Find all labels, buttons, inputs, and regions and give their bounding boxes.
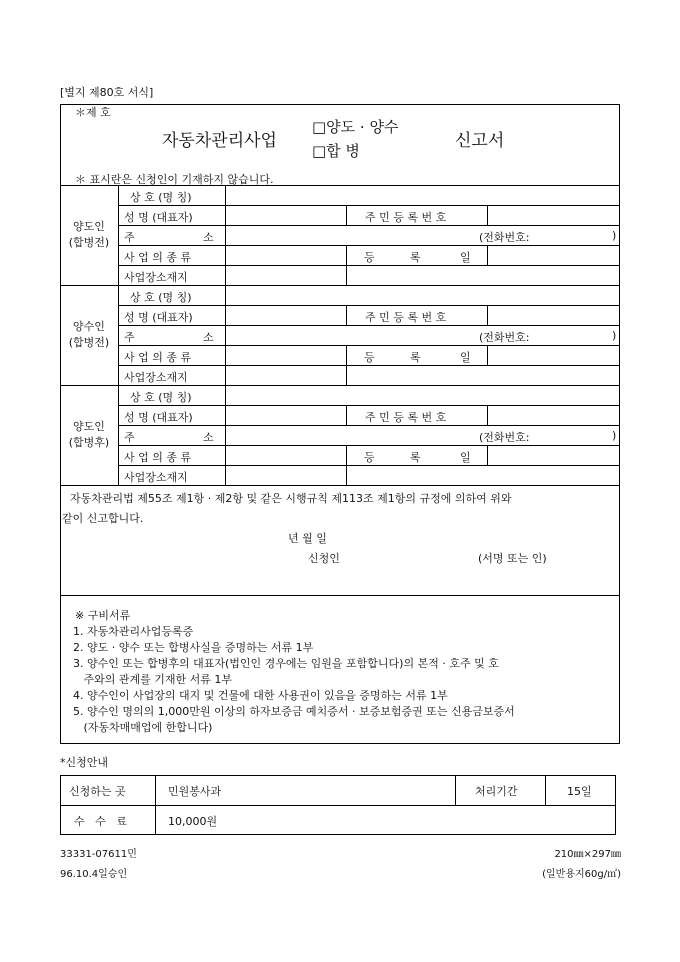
option-merger[interactable]: □합 병 bbox=[312, 142, 360, 160]
signature-label: (서명 또는 인) bbox=[478, 552, 547, 565]
header-note: ＊ 표시란은 신청인이 기재하지 않습니다. bbox=[75, 173, 274, 186]
paper-size: 210㎜×297㎜ bbox=[554, 849, 621, 860]
group-transferor-after: 양도인 (합병후) bbox=[68, 420, 110, 449]
form-label: [별지 제80호 서식] bbox=[60, 86, 154, 99]
label-phone-close: ) bbox=[612, 329, 617, 342]
form-title: 자동차관리사업 bbox=[162, 131, 277, 151]
label-address-left: 주 bbox=[124, 431, 135, 444]
declaration-line1: 자동차관리법 제55조 제1항 · 제2항 및 같은 시행규칙 제113조 제1항의 규정에 의하여 위와 bbox=[70, 492, 512, 505]
document-number-label: ＊제 호 bbox=[75, 106, 111, 119]
label-name: 성 명 (대표자) bbox=[124, 211, 193, 224]
label-reg-left: 등 bbox=[364, 351, 375, 364]
document-item: 5. 양수인 명의의 1,000만원 이상의 하자보증금 예치증서 · 보증보험증권 또는 신용금보증서 bbox=[73, 705, 515, 718]
label-reg-right: 일 bbox=[460, 451, 471, 464]
label-phone-close: ) bbox=[612, 429, 617, 442]
label-reg-mid: 록 bbox=[410, 451, 421, 464]
place-value: 민원봉사과 bbox=[168, 785, 222, 798]
approval-date: 96.10.4일승인 bbox=[60, 869, 128, 880]
label-phone: (전화번호: bbox=[479, 231, 530, 244]
document-item: (자동차매매업에 한합니다) bbox=[73, 721, 213, 734]
fee-value: 10,000원 bbox=[168, 815, 218, 828]
label-reg-left: 등 bbox=[364, 251, 375, 264]
paper-type: (일반용지60g/㎡) bbox=[542, 869, 621, 880]
label-business-type: 사 업 의 종 류 bbox=[124, 351, 192, 364]
label-business-type: 사 업 의 종 류 bbox=[124, 451, 192, 464]
place-label: 신청하는 곳 bbox=[69, 785, 126, 798]
label-address-right: 소 bbox=[203, 231, 214, 244]
fee-label: 수 수 료 bbox=[74, 815, 127, 828]
label-reg-right: 일 bbox=[460, 251, 471, 264]
label-business-type: 사 업 의 종 류 bbox=[124, 251, 192, 264]
option-transfer[interactable]: □양도 · 양수 bbox=[312, 118, 399, 136]
label-location: 사업장소재지 bbox=[124, 471, 188, 484]
period-value: 15일 bbox=[567, 785, 592, 798]
applicant-label: 신청인 bbox=[308, 552, 340, 565]
label-reg-mid: 록 bbox=[410, 351, 421, 364]
label-location: 사업장소재지 bbox=[124, 371, 188, 384]
label-address-left: 주 bbox=[124, 231, 135, 244]
group-transferor-before: 양도인 (합병전) bbox=[68, 220, 110, 249]
label-phone-close: ) bbox=[612, 229, 617, 242]
label-phone: (전화번호: bbox=[479, 431, 530, 444]
document-item: 2. 양도 · 양수 또는 합병사실을 증명하는 서류 1부 bbox=[73, 641, 314, 654]
document-item: 주와의 관계를 기재한 서류 1부 bbox=[73, 673, 232, 686]
label-location: 사업장소재지 bbox=[124, 271, 188, 284]
label-trade-name: 상 호 (명 칭) bbox=[130, 191, 192, 204]
label-phone: (전화번호: bbox=[479, 331, 530, 344]
label-address-right: 소 bbox=[203, 331, 214, 344]
label-address-right: 소 bbox=[203, 431, 214, 444]
documents-heading: ※ 구비서류 bbox=[75, 609, 131, 622]
label-name: 성 명 (대표자) bbox=[124, 411, 193, 424]
label-resident-no: 주 민 등 록 번 호 bbox=[365, 311, 447, 324]
form-code: 33331-07611민 bbox=[60, 849, 137, 860]
label-resident-no: 주 민 등 록 번 호 bbox=[365, 411, 447, 424]
declaration-line2: 같이 신고합니다. bbox=[62, 512, 144, 525]
guide-heading: *신청안내 bbox=[60, 756, 109, 769]
label-address-left: 주 bbox=[124, 331, 135, 344]
label-reg-right: 일 bbox=[460, 351, 471, 364]
group-transferee-before: 양수인 (합병전) bbox=[68, 320, 110, 349]
label-reg-left: 등 bbox=[364, 451, 375, 464]
label-trade-name: 상 호 (명 칭) bbox=[130, 291, 192, 304]
declaration-date: 년 월 일 bbox=[288, 532, 327, 545]
label-resident-no: 주 민 등 록 번 호 bbox=[365, 211, 447, 224]
document-item: 4. 양수인이 사업장의 대지 및 건물에 대한 사용권이 있음을 증명하는 서류 1부 bbox=[73, 689, 448, 702]
label-trade-name: 상 호 (명 칭) bbox=[130, 391, 192, 404]
document-item: 1. 자동차관리사업등록증 bbox=[73, 625, 194, 638]
period-label: 처리기간 bbox=[475, 785, 518, 798]
document-item: 3. 양수인 또는 합병후의 대표자(법인인 경우에는 임원을 포함합니다)의 본적 · 호주 및 호 bbox=[73, 657, 499, 670]
label-reg-mid: 록 bbox=[410, 251, 421, 264]
label-name: 성 명 (대표자) bbox=[124, 311, 193, 324]
form-title-suffix: 신고서 bbox=[455, 131, 505, 151]
